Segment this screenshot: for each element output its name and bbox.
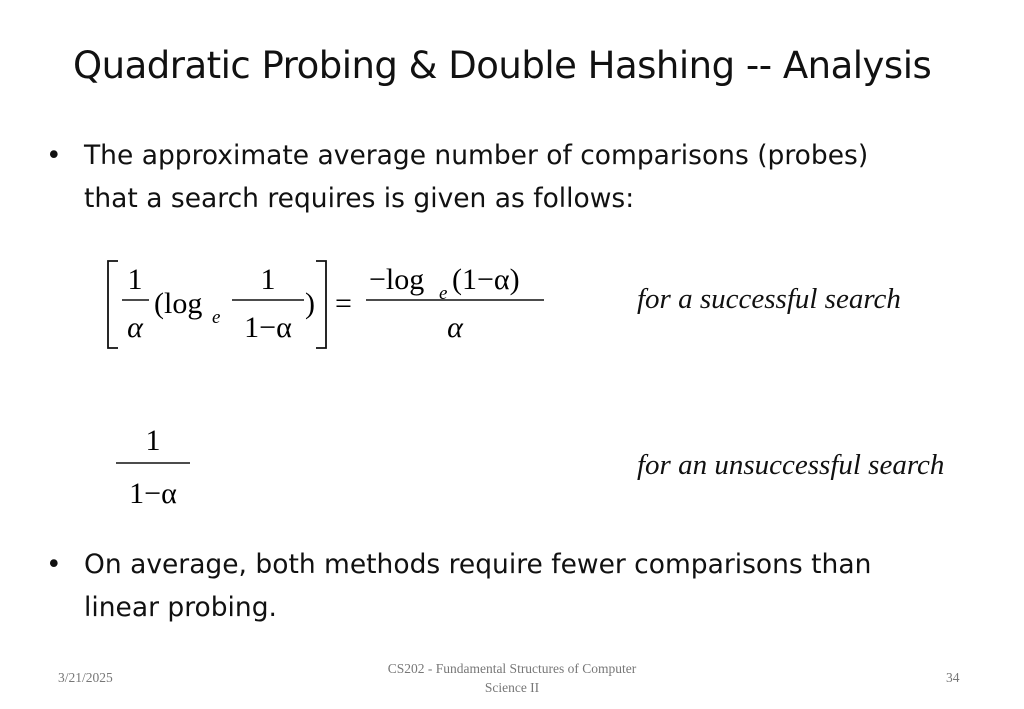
bullet-text-line-2: that a search requires is given as follows: xyxy=(84,183,635,214)
slide-title: Quadratic Probing & Double Hashing -- Analysis xyxy=(73,44,932,87)
unsuccessful-denominator: 1−α xyxy=(129,477,177,510)
left-bracket xyxy=(108,261,118,348)
rhs-numerator-argument: (1−α) xyxy=(452,263,520,296)
right-bracket xyxy=(316,261,326,348)
rhs-denominator-alpha: α xyxy=(447,311,463,344)
fraction-numerator-one: 1 xyxy=(127,263,143,296)
equals-sign: = xyxy=(335,287,352,320)
rhs-numerator-log: −log xyxy=(369,263,425,296)
footer-course-line-2: Science II xyxy=(484,680,540,695)
close-paren: ) xyxy=(305,287,315,320)
footer-page-number: 34 xyxy=(946,670,960,685)
unsuccessful-search-label: for an unsuccessful search xyxy=(637,449,945,481)
footer-date: 3/21/2025 xyxy=(58,670,113,685)
bullet-marker: • xyxy=(46,140,62,171)
formula-unsuccessful-search xyxy=(112,418,202,513)
bullet-marker: • xyxy=(46,549,62,580)
successful-search-label: for a successful search xyxy=(637,283,901,315)
unsuccessful-numerator: 1 xyxy=(145,424,161,457)
rhs-log-base-e: e xyxy=(439,283,448,304)
footer-course-title xyxy=(330,659,694,697)
inner-fraction-denominator: 1−α xyxy=(244,311,292,344)
fraction-denominator-alpha: α xyxy=(127,311,143,344)
bullet-text-line-1: The approximate average number of comparisons (probes) xyxy=(84,140,869,171)
formula-successful-search xyxy=(104,255,564,355)
bullet-text-line-2: linear probing. xyxy=(84,592,277,623)
log-base-e: e xyxy=(212,307,221,328)
inner-fraction-numerator: 1 xyxy=(260,263,276,296)
log-open: (log xyxy=(154,287,203,320)
footer-course-line-1: CS202 - Fundamental Structures of Computer xyxy=(387,661,637,676)
bullet-text-line-1: On average, both methods require fewer comparisons than xyxy=(84,549,872,580)
